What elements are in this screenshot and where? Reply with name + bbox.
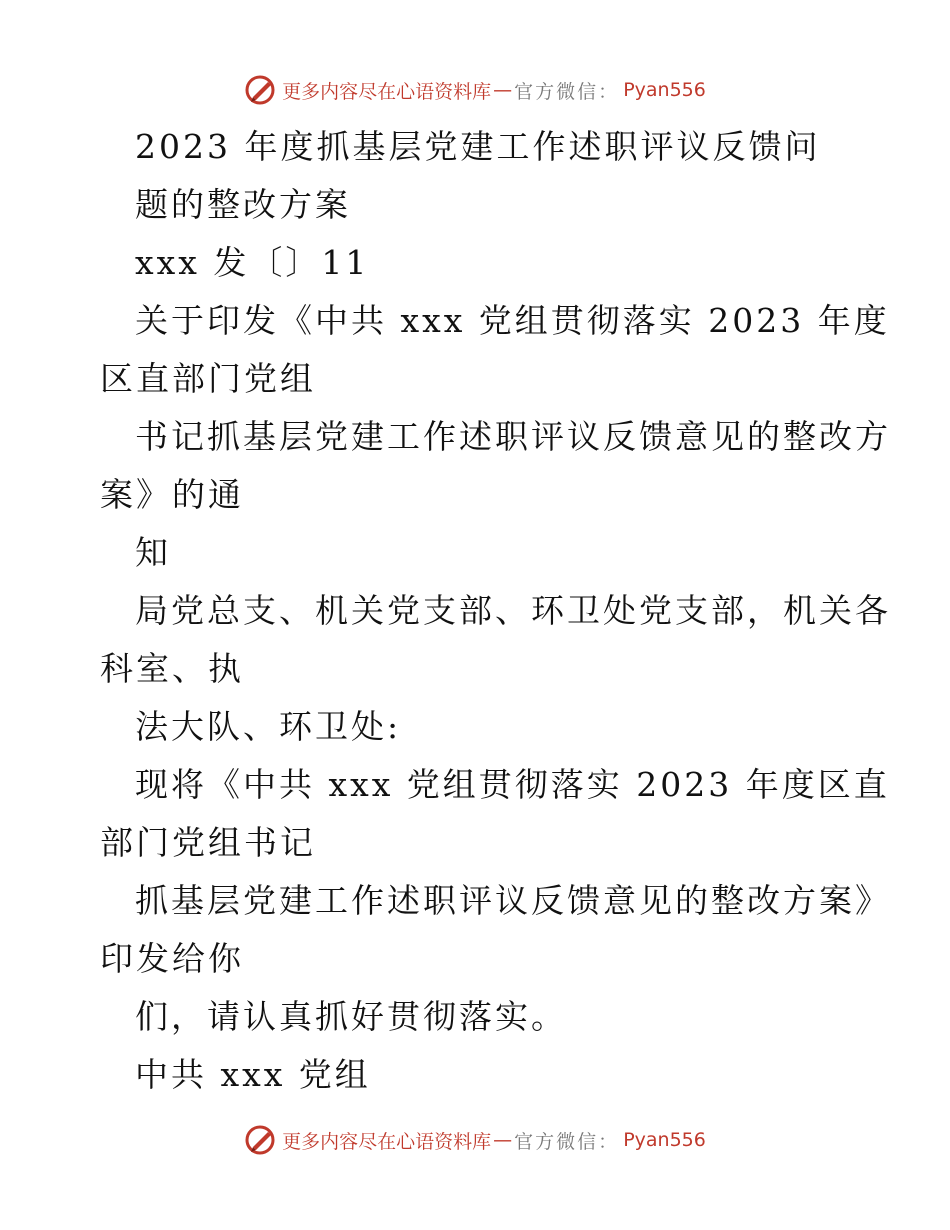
banner-account-label: 官方微信： <box>514 1130 620 1153</box>
pen-logo-icon <box>244 1123 278 1157</box>
notice-title-line-3: 书记抓基层党建工作述职评议反馈意见的整改方 <box>135 417 891 456</box>
banner-content <box>244 1123 706 1157</box>
body-line-5: 们，请认真抓好贯彻落实。 <box>135 997 567 1036</box>
signature-line: 中共 xxx 党组 <box>135 1055 371 1094</box>
body-line-1: 现将《中共 xxx 党组贯彻落实 2023 年度区直 <box>135 765 890 804</box>
banner-content <box>244 73 706 107</box>
notice-title-line-2: 区直部门党组 <box>100 359 316 398</box>
header-banner <box>0 70 950 110</box>
document-number: xxx 发〔〕11 <box>135 243 370 282</box>
footer-banner <box>0 1120 950 1160</box>
notice-title-line-5: 知 <box>135 533 171 572</box>
banner-dash: — <box>493 1129 513 1151</box>
recipients-line-2: 科室、执 <box>100 649 244 688</box>
recipients-line-1: 局党总支、机关党支部、环卫处党支部，机关各 <box>135 591 891 630</box>
body-line-3: 抓基层党建工作述职评议反馈意见的整改方案》 <box>135 881 891 920</box>
banner-account-label: 官方微信： <box>514 80 620 103</box>
recipients-line-3: 法大队、环卫处: <box>135 707 402 746</box>
pen-logo-icon <box>244 73 278 107</box>
body-line-4: 印发给你 <box>100 939 244 978</box>
banner-site-text: 更多内容尽在心语资料库 <box>282 80 492 103</box>
notice-title-line-4: 案》的通 <box>100 475 244 514</box>
title-line-2: 题的整改方案 <box>135 185 351 224</box>
banner-account-id: Pyan556 <box>623 1129 706 1151</box>
banner-account-id: Pyan556 <box>623 79 706 101</box>
notice-title-line-1: 关于印发《中共 xxx 党组贯彻落实 2023 年度 <box>135 301 890 340</box>
body-line-2: 部门党组书记 <box>100 823 316 862</box>
title-line-1: 2023 年度抓基层党建工作述职评议反馈问 <box>135 127 821 166</box>
banner-dash: — <box>493 79 513 101</box>
banner-site-text: 更多内容尽在心语资料库 <box>282 1130 492 1153</box>
